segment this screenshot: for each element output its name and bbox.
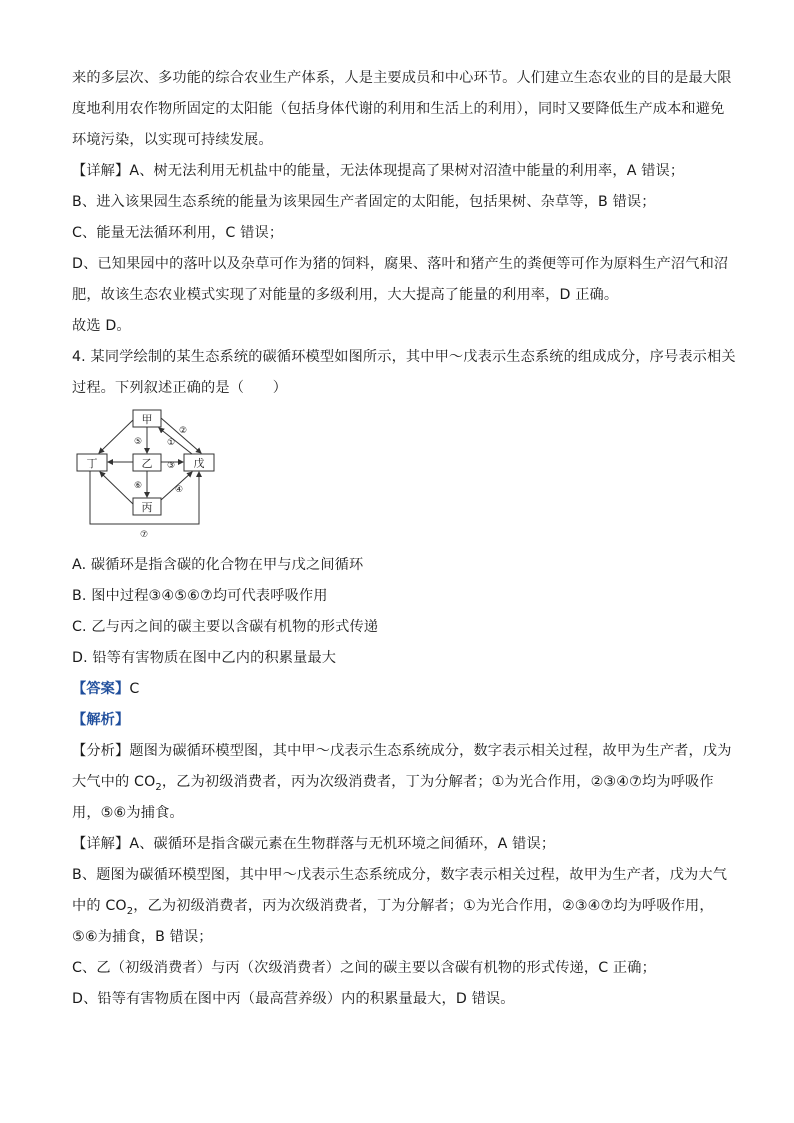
analysis-subtag: 【分析】 (72, 743, 130, 759)
detail-line-b: ⑤⑥为捕食，B 错误； (72, 929, 213, 945)
detail-line-c: C、乙（初级消费者）与丙（次级消费者）之间的碳主要以含碳有机物的形式传递，C 正确； (72, 960, 656, 976)
node-yi: 乙 (141, 457, 153, 470)
answer-line (72, 679, 732, 699)
node-bing: 丙 (141, 501, 153, 514)
question-4-stem: 过程。下列叙述正确的是（ ） (72, 380, 288, 396)
label-4: ④ (175, 485, 184, 495)
detail-line-b: 中的 $CO_2$，乙为初级消费者，丙为次级消费者，丁为分解者；①为光合作用，②③④⑦均为呼吸作用， (72, 898, 714, 917)
carbon-cycle-diagram (72, 406, 232, 542)
label-6: ⑥ (134, 481, 143, 491)
label-3: ③ (167, 461, 176, 471)
paragraph-line: 来的多层次、多功能的综合农业生产体系，人是主要成员和中心环节。人们建立生态农业的目的是最大限 (72, 70, 732, 86)
answer-value: C (129, 681, 140, 697)
option-c: C. 乙与丙之间的碳主要以含碳有机物的形式传递 (72, 619, 379, 635)
answer-tag: 【答案】 (72, 681, 130, 697)
analysis-tag: 【解析】 (72, 712, 130, 728)
detail-tag: 【详解】 (72, 836, 130, 852)
option-a: A. 碳循环是指含碳的化合物在甲与戊之间循环 (72, 557, 364, 573)
q3-detail-a: 【详解】A、树无法利用无机盐中的能量，无法体现提高了果树对沼渣中能量的利用率，A 错误； (72, 163, 685, 179)
q3-detail-c: C、能量无法循环利用，C 错误； (72, 225, 284, 241)
q3-detail-d: 肥，故该生态农业模式实现了对能量的多级利用，大大提高了能量的利用率，D 正确。 (72, 287, 619, 303)
label-7: ⑦ (140, 530, 149, 540)
paragraph-line: 度地利用农作物所固定的太阳能（包括身体代谢的利用和生活上的利用），同时又要降低生产成本和避免 (72, 101, 725, 117)
detail-tag: 【详解】 (72, 163, 130, 179)
arrow-jia-ding (99, 420, 133, 453)
node-jia: 甲 (141, 413, 153, 426)
option-d: D. 铅等有害物质在图中乙内的积累量最大 (72, 650, 337, 666)
option-b: B. 图中过程③④⑤⑥⑦均可代表呼吸作用 (72, 588, 328, 604)
detail-line-a: 【详解】A、碳循环是指含碳元素在生物群落与无机环境之间循环，A 错误； (72, 836, 556, 852)
detail-line-b: B、题图为碳循环模型图，其中甲～戊表示生态系统成分，数字表示相关过程，故甲为生产者，戊为大气 (72, 867, 728, 883)
analysis-line: 大气中的 $CO_2$，乙为初级消费者，丙为次级消费者，丁为分解者；①为光合作用，②③④⑦均为呼吸作 (72, 774, 714, 793)
q3-detail-b: B、进入该果园生态系统的能量为该果园生产者固定的太阳能，包括果树、杂草等，B 错误； (72, 194, 656, 210)
analysis-line: 用，⑤⑥为捕食。 (72, 805, 184, 821)
paragraph-line: 环境污染，以实现可持续发展。 (72, 132, 273, 148)
label-5: ⑤ (134, 437, 143, 447)
q3-detail-d: D、已知果园中的落叶以及杂草可作为猪的饲料，腐果、落叶和猪产生的粪便等可作为原料生产沼气和沼 (72, 256, 729, 272)
label-2: ② (179, 426, 188, 436)
q3-conclusion: 故选 D。 (72, 318, 131, 334)
analysis-heading (72, 710, 732, 730)
arrow-bing-ding (100, 472, 133, 504)
node-wu: 戊 (193, 457, 205, 470)
node-ding: 丁 (86, 457, 98, 470)
detail-line-d: D、铅等有害物质在图中丙（最高营养级）内的积累量最大，D 错误。 (72, 991, 515, 1007)
question-4-stem: 4. 某同学绘制的某生态系统的碳循环模型如图所示，其中甲～戊表示生态系统的组成成分，序号表示相关 (72, 349, 736, 365)
analysis-line: 【分析】题图为碳循环模型图，其中甲～戊表示生态系统成分，数字表示相关过程，故甲为生产者，戊为 (72, 743, 732, 759)
label-1: ① (167, 438, 176, 448)
